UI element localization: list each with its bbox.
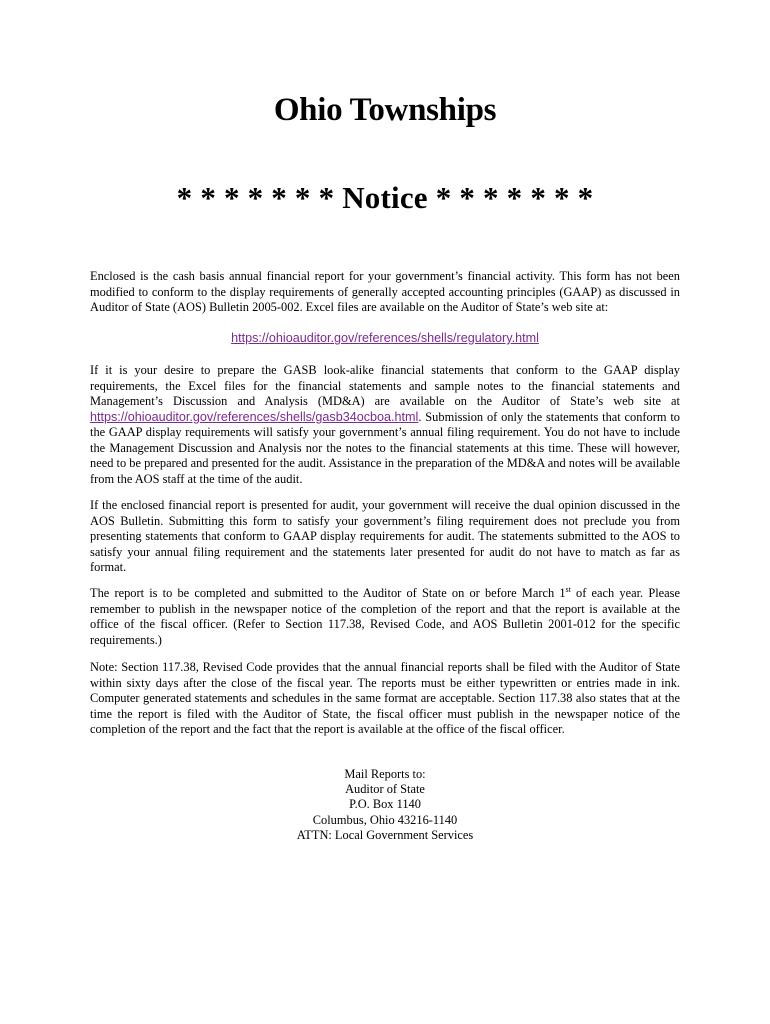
paragraph-deadline-text-1: The report is to be completed and submitted to the Auditor of State on or before March 1 [90, 586, 566, 600]
regulatory-link[interactable]: https://ohioauditor.gov/references/shells/regulatory.html [231, 331, 539, 345]
ordinal-suffix: st [565, 584, 571, 594]
address-line-1: Mail Reports to: [344, 767, 426, 781]
address-line-2: Auditor of State [345, 782, 425, 797]
notice-heading: * * * * * * * Notice * * * * * * * [176, 180, 594, 215]
document-title: Ohio Townships [273, 92, 497, 128]
paragraph-gasb-text-2: . Submission of only the statements that conform to the GAAP display requirements will satisfy your government’s annual filing requirement. You do not have to include the Management Discussion and Analysis nor the notes to the financial statements at this time. These will however, need to be prepared and presented for the audit. Assistance in the preparation of the MD&A and notes will be available from the AOS staff at the time of the audit. [90, 409, 680, 486]
paragraph-gasb [90, 363, 680, 487]
mailing-address [0, 767, 770, 843]
paragraph-intro: Enclosed is the cash basis annual financial report for your government’s financial activity. This form has not been modified to conform to the display requirements of generally accepted accounting principles (GAAP) as discussed in Auditor of State (AOS) Bulletin 2005-002. Excel files are available on the Auditor of State’s web site at: [90, 269, 680, 314]
paragraph-deadline [90, 586, 680, 648]
gasb-link[interactable]: https://ohioauditor.gov/references/shells/gasb34ocboa.html [90, 409, 419, 424]
paragraph-deadline-text-2: of each year. Please remember to publish in the newspaper notice of the completion of the report and that the report is available at the office of the fiscal officer. (Refer to Section 117.38, Revised Code, and AOS Bulletin 2001-012 for the specific requirements.) [90, 586, 680, 647]
address-line-5: ATTN: Local Government Services [296, 827, 474, 842]
regulatory-link-row [0, 331, 770, 346]
paragraph-audit: If the enclosed financial report is presented for audit, your government will receive the dual opinion discussed in the AOS Bulletin. Submitting this form to satisfy your government’s filing requirement does not preclude you from presenting statements that conform to GAAP display requirements for audit. The statements submitted to the AOS to satisfy your annual filing requirement and the statements later presented for audit do not have to match as far as format. [90, 498, 680, 574]
address-line-3: P.O. Box 1140 [349, 797, 421, 812]
paragraph-gasb-text-1: If it is your desire to prepare the GASB look-alike financial statements that conform to the GAAP display requirements, the Excel files for the financial statements and sample notes to the financial statements and Management’s Discussion and Analysis (MD&A) are available on the Auditor of State’s web site at [90, 363, 680, 408]
address-line-4: Columbus, Ohio 43216-1140 [312, 812, 458, 827]
paragraph-note: Note: Section 117.38, Revised Code provides that the annual financial reports shall be filed with the Auditor of State within sixty days after the close of the fiscal year. The reports must be either typewritten or entries made in ink. Computer generated statements and schedules in the same format are acceptable. Section 117.38 also states that at the time the report is filed with the Auditor of State, the fiscal officer must publish in the newspaper notice of the completion of the report and the fact that the report is available at the office of the fiscal officer. [90, 660, 680, 736]
